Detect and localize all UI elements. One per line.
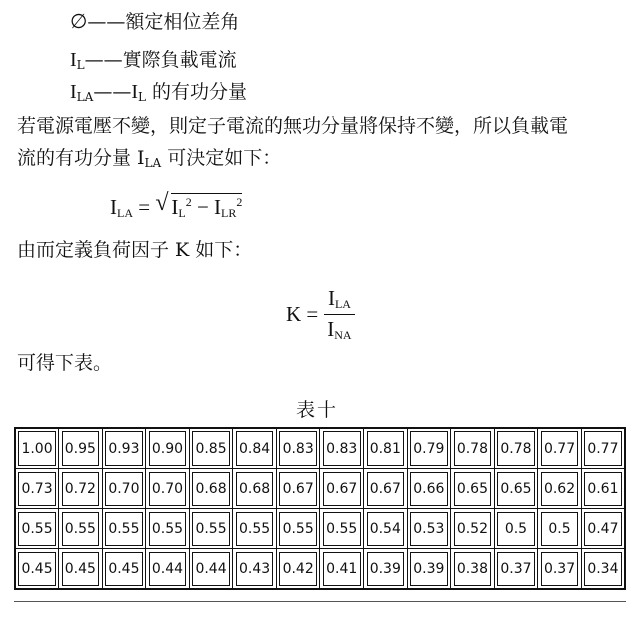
table-cell: 0.95 [59,428,103,469]
table-cell: 0.41 [320,549,364,590]
term-2-exponent: 2 [236,195,243,209]
table-cell: 0.45 [59,549,103,590]
table-cell: 0.61 [581,469,625,509]
table-cell: 0.84 [233,428,277,469]
table-cell: 0.78 [494,428,538,469]
bottom-divider [14,601,626,602]
numerator-symbol: I [327,286,335,310]
formula-equals: = [133,195,156,219]
table-cell: 0.83 [276,428,320,469]
table-cell: 0.55 [320,509,364,549]
table-cell: 0.44 [146,549,190,590]
definition-text: 額定相位差角 [125,11,240,33]
load-factor-table [14,427,626,590]
table-cell: 0.68 [233,469,277,509]
definition-phase-angle [70,10,239,34]
radicand [171,193,242,221]
table-cell: 0.70 [102,469,146,509]
table-cell: 0.67 [320,469,364,509]
definition-active-component [70,80,247,109]
table-cell: 0.34 [581,549,625,590]
formula-lhs: I [110,195,117,219]
table-cell: 0.42 [276,549,320,590]
symbol-i: I [70,81,77,103]
table-cell: 0.37 [494,549,538,590]
table-row [15,469,625,509]
table-cell: 0.37 [538,549,582,590]
denominator-symbol: I [327,317,335,341]
paragraph-line-4: 可得下表。 [17,352,113,374]
term-2: I [214,195,222,219]
table-cell: 0.55 [102,509,146,549]
paragraph-text: 可決定如下： [161,147,282,169]
paragraph-line-3: 由而定義負荷因子 K 如下： [17,239,253,261]
text-symbol-i: I [131,81,138,103]
table-cell: 0.44 [189,549,233,590]
table-cell: 0.5 [494,509,538,549]
table-cell: 0.43 [233,549,277,590]
formula-load-factor [286,286,355,343]
table-cell: 0.55 [15,509,59,549]
numerator-subscript: LA [334,297,351,311]
table-body [15,428,625,589]
table-row [15,428,625,469]
table-cell: 0.39 [407,549,451,590]
symbol-subscript: LA [76,90,94,104]
table-cell: 0.65 [494,469,538,509]
definition-dash: —— [87,11,126,33]
square-root [155,190,243,221]
table-cell: 0.78 [451,428,495,469]
table-cell: 0.54 [364,509,408,549]
formula-lhs: K = [286,302,319,326]
table-cell: 0.53 [407,509,451,549]
term-1: I [171,195,179,219]
table-cell: 0.85 [189,428,233,469]
table-cell: 0.55 [189,509,233,549]
fraction-denominator [324,314,354,343]
radical-sign: √ [155,190,169,216]
table-cell: 0.55 [59,509,103,549]
formula-lhs-subscript: LA [117,206,133,220]
paragraph-text: 流的有功分量 I [17,147,145,169]
fraction [324,286,354,343]
table-cell: 0.67 [364,469,408,509]
table-cell: 0.83 [320,428,364,469]
table-cell: 0.55 [233,509,277,549]
table-cell: 0.81 [364,428,408,469]
definition-text: 的有功分量 [145,81,247,103]
fraction-numerator [325,286,354,314]
minus-sign: − [191,195,215,219]
table-cell: 0.5 [538,509,582,549]
table-cell: 0.66 [407,469,451,509]
table-cell: 0.39 [364,549,408,590]
table-cell: 0.79 [407,428,451,469]
formula-active-current [110,190,243,221]
table-cell: 1.00 [15,428,59,469]
table-cell: 0.55 [146,509,190,549]
table-row [15,509,625,549]
definition-dash: —— [93,81,132,103]
paragraph-line-2 [17,146,281,175]
table-row [15,549,625,590]
term-1-exponent: 2 [185,195,192,209]
table-cell: 0.90 [146,428,190,469]
definition-dash: —— [84,49,123,71]
symbol-i: I [70,49,77,71]
definition-load-current [70,48,237,77]
table-cell: 0.77 [538,428,582,469]
table-cell: 0.67 [276,469,320,509]
table-cell: 0.47 [581,509,625,549]
table-cell: 0.55 [276,509,320,549]
symbol-subscript: L [76,58,85,72]
table-cell: 0.65 [451,469,495,509]
phi-symbol: ∅ [70,11,88,33]
paragraph-line-1: 若電源電壓不變，則定子電流的無功分量將保持不變，所以負載電 [17,115,569,137]
definition-text: 實際負載電流 [122,49,237,71]
table-cell: 0.52 [451,509,495,549]
table-cell: 0.73 [15,469,59,509]
table-title: 表十 [296,399,339,421]
term-2-subscript: LR [221,206,237,220]
denominator-subscript: NA [334,328,352,342]
text-symbol-subscript: L [137,90,146,104]
term-1-subscript: L [178,206,186,220]
table-cell: 0.93 [102,428,146,469]
table-cell: 0.62 [538,469,582,509]
table-cell: 0.45 [15,549,59,590]
paragraph-subscript: LA [144,156,162,170]
table-cell: 0.68 [189,469,233,509]
table-cell: 0.77 [581,428,625,469]
table-cell: 0.45 [102,549,146,590]
table-cell: 0.72 [59,469,103,509]
table-cell: 0.70 [146,469,190,509]
table-cell: 0.38 [451,549,495,590]
